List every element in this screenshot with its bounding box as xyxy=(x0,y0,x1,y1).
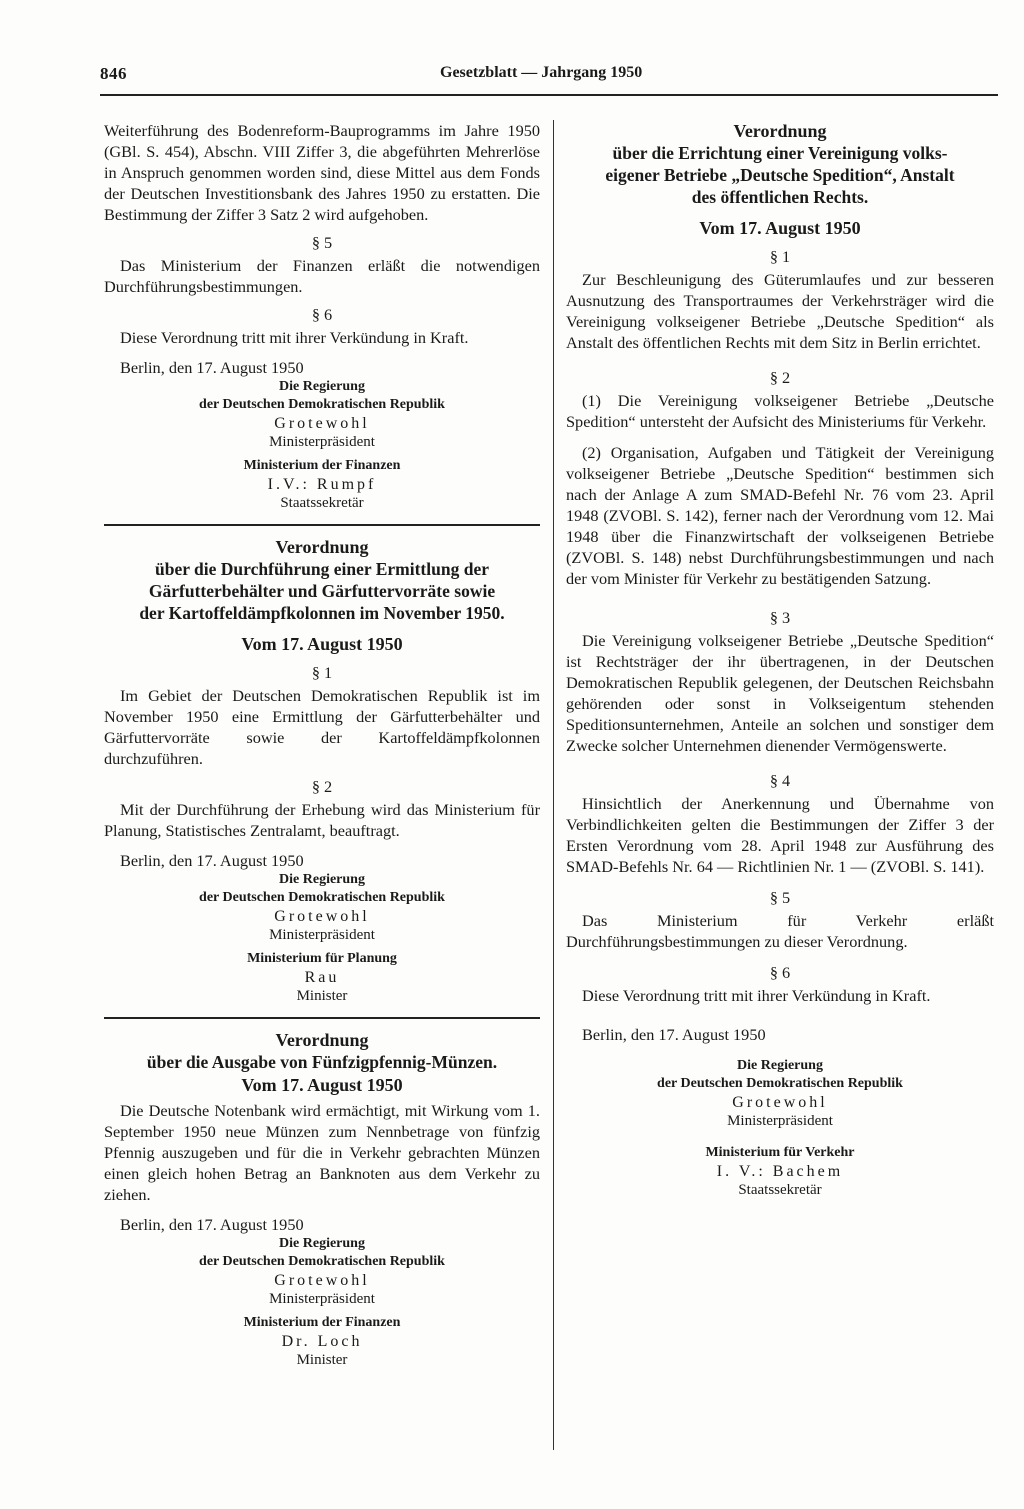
ministry-name: Ministerium der Finanzen xyxy=(243,458,401,473)
section-heading: § 3 xyxy=(769,608,791,627)
government-name: der Deutschen Demokratischen Republik xyxy=(199,890,445,905)
signatory-role: Staatssekretär xyxy=(280,495,364,511)
section-text: (2) Organisation, Aufgaben und Tätigkeit der Vereinigung volkseigener Betriebe „Deutsche Spedition“ bestimmen sich nach der Anlage A zum SMAD-Befehl Nr. 76 vom 23. April 1948 (ZVOBl. S. 142), ferner nach der Verordnung vom 12. Mai 1948 über die Finanzwirtschaft der volkseigenen Betriebe (ZVOBl. S. 148) nebst Durchführungsbestimmungen und nach der vom Minister für Verkehr zu bestätigenden Satzung. xyxy=(566,443,994,588)
header-rule xyxy=(100,94,998,96)
signatory-name: I. V.: Bachem xyxy=(716,1163,844,1180)
regulation-date: Vom 17. August 1950 xyxy=(241,1075,403,1095)
signatory-role: Ministerpräsident xyxy=(269,434,375,450)
signatory-name: Dr. Loch xyxy=(281,1333,363,1350)
signatory-name: Grotewohl xyxy=(732,1094,828,1111)
regulation-title: Verordnung über die Ausgabe von Fünfzigpfennig-Münzen. xyxy=(146,1030,498,1072)
signatory-name: I.V.: Rumpf xyxy=(267,476,377,493)
government-name: Die Regierung xyxy=(279,1236,365,1251)
signature-block xyxy=(104,1235,540,1369)
regulation-date: Vom 17. August 1950 xyxy=(241,634,403,654)
signatory-name: Rau xyxy=(304,969,340,986)
signature-block xyxy=(104,378,540,512)
section-text: Das Ministerium der Finanzen erläßt die notwendigen Durchführungsbestimmungen. xyxy=(104,256,540,296)
left-column xyxy=(104,120,540,1369)
section-heading: § 2 xyxy=(311,777,333,796)
signatory-name: Grotewohl xyxy=(274,1272,370,1289)
section-heading: § 2 xyxy=(769,368,791,387)
section-heading: § 5 xyxy=(311,233,333,252)
running-head: Gesetzblatt — Jahrgang 1950 xyxy=(440,64,643,81)
section-heading: § 4 xyxy=(769,771,791,790)
signatory-role: Minister xyxy=(296,988,348,1004)
section-text: Diese Verordnung tritt mit ihrer Verkündung in Kraft. xyxy=(582,986,931,1005)
regulation-title: Verordnung über die Errichtung einer Vereinigung volks- eigener Betriebe „Deutsche Spedition“, Anstalt des öffentlichen Rechts. xyxy=(605,121,955,207)
signatory-role: Minister xyxy=(296,1352,348,1368)
section-text: Zur Beschleunigung des Güterumlaufes und zur besseren Ausnutzung des Transportraumes der Verkehrsträger wird die Vereinigung volkseigener Betriebe „Deutsche Spedition“ als Anstalt des öffentlichen Rechts mit dem Sitz in Berlin errichtet. xyxy=(566,270,994,352)
government-name: Die Regierung xyxy=(279,379,365,394)
section-heading: § 5 xyxy=(769,888,791,907)
government-name: der Deutschen Demokratischen Republik xyxy=(657,1076,903,1091)
section-text: Mit der Durchführung der Erhebung wird das Ministerium für Planung, Statistisches Zentralamt, beauftragt. xyxy=(104,800,540,840)
date-line: Berlin, den 17. August 1950 xyxy=(582,1025,766,1044)
ministry-name: Ministerium der Finanzen xyxy=(243,1315,401,1330)
signatory-role: Ministerpräsident xyxy=(269,927,375,943)
signatory-name: Grotewohl xyxy=(274,908,370,925)
regulation-text: Die Deutsche Notenbank wird ermächtigt, mit Wirkung vom 1. September 1950 neue Münzen zum Nennbetrage von fünfzig Pfennig auszugeben und für die in Verkehr gebrachten Münzen einen gleich hohen Betrag an Banknoten aus dem Verkehr zu ziehen. xyxy=(104,1101,540,1204)
section-text: Diese Verordnung tritt mit ihrer Verkündung in Kraft. xyxy=(120,328,469,347)
section-text: Hinsichtlich der Anerkennung und Übernahme von Verbindlichkeiten gelten die Bestimmungen der Ziffer 3 der Ersten Verordnung vom 28. April 1948 zur Ausführung des SMAD-Befehls Nr. 64 — Richtlinien Nr. 1 — (ZVOBl. S. 141). xyxy=(566,794,994,876)
date-line: Berlin, den 17. August 1950 xyxy=(120,358,304,377)
government-name: Die Regierung xyxy=(737,1058,823,1073)
column-divider xyxy=(553,120,554,1450)
regulation-date: Vom 17. August 1950 xyxy=(699,218,861,238)
signature-block xyxy=(104,871,540,1005)
ministry-name: Ministerium für Verkehr xyxy=(705,1145,855,1160)
signatory-role: Ministerpräsident xyxy=(269,1291,375,1307)
section-rule xyxy=(104,1017,540,1019)
right-column xyxy=(566,120,994,1199)
page-header xyxy=(100,64,998,100)
government-name: der Deutschen Demokratischen Republik xyxy=(199,1254,445,1269)
ministry-name: Ministerium für Planung xyxy=(247,951,397,966)
signatory-role: Staatssekretär xyxy=(738,1182,822,1198)
page-number: 846 xyxy=(100,64,127,83)
section-text: Im Gebiet der Deutschen Demokratischen Republik ist im November 1950 eine Ermittlung der Gärfutterbehälter und Gärfuttervorräte sowie der Kartoffeldämpfkolonnen durchzuführen. xyxy=(104,686,540,768)
section-text: Die Vereinigung volkseigener Betriebe „Deutsche Spedition“ ist Rechtsträger der ihr übertragenen, in der Deutschen Demokratischen Republik gelegenen, der Deutschen Reichsbahn gehörenden oder sonst in Volkseigentum stehenden Speditionsunternehmen, Anteile an solchen und sonstiger dem Zwecke solcher Unternehmen dienender Vermögenswerte. xyxy=(566,631,994,755)
section-text: Das Ministerium für Verkehr erläßt Durchführungsbestimmungen zu dieser Verordnung. xyxy=(566,911,994,951)
section-rule xyxy=(104,524,540,526)
regulation-title: Verordnung über die Durchführung einer Ermittlung der Gärfutterbehälter und Gärfuttervorräte sowie der Kartoffeldämpfkolonnen im November 1950. xyxy=(139,537,505,623)
government-name: Die Regierung xyxy=(279,872,365,887)
date-line: Berlin, den 17. August 1950 xyxy=(120,851,304,870)
section-heading: § 1 xyxy=(311,663,333,682)
section-heading: § 6 xyxy=(769,963,791,982)
section-text: (1) Die Vereinigung volkseigener Betriebe „Deutsche Spedition“ untersteht der Aufsicht des Ministeriums für Verkehr. xyxy=(566,391,994,431)
section-heading: § 1 xyxy=(769,247,791,266)
signatory-role: Ministerpräsident xyxy=(727,1113,833,1129)
signature-block xyxy=(566,1057,994,1199)
continuation-text: Weiterführung des Bodenreform-Bauprogramms im Jahre 1950 (GBl. S. 454), Abschn. VIII Ziffer 3, die abgeführten Mehrerlöse in Anspruch genommen worden sind, diese Mittel aus dem Fonds der Deutschen Investitionsbank des Jahres 1950 zu erstatten. Die Bestimmung der Ziffer 3 Satz 2 wird aufgehoben. xyxy=(104,121,540,224)
date-line: Berlin, den 17. August 1950 xyxy=(120,1215,304,1234)
section-heading: § 6 xyxy=(311,305,333,324)
government-name: der Deutschen Demokratischen Republik xyxy=(199,397,445,412)
signatory-name: Grotewohl xyxy=(274,415,370,432)
